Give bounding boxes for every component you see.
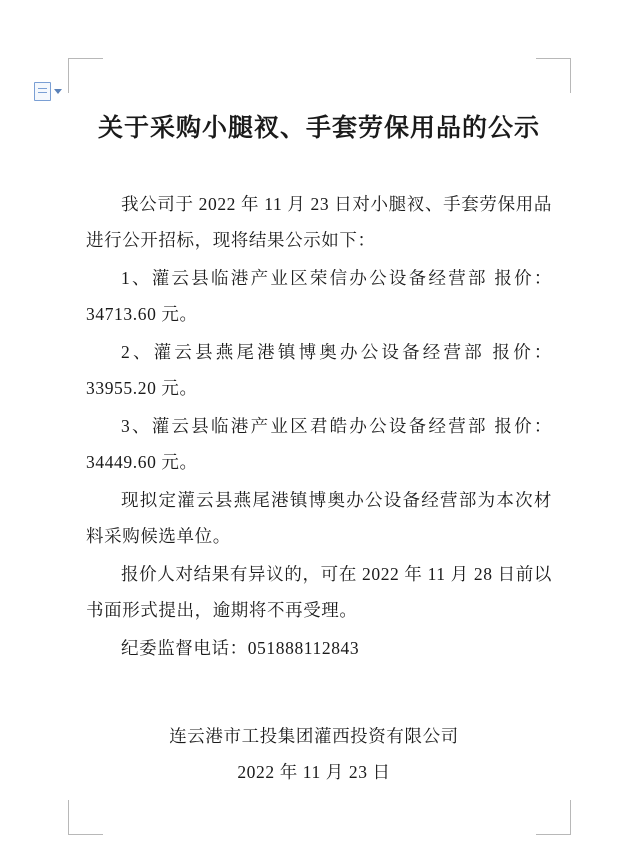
margin-mark-bottom-right — [536, 800, 571, 835]
paragraph: 现拟定灌云县燕尾港镇博奥办公设备经营部为本次材料采购候选单位。 — [86, 490, 552, 546]
paragraph: 3、灌云县临港产业区君皓办公设备经营部 报价：34449.60 元。 — [86, 416, 552, 472]
document-icon — [34, 82, 51, 101]
page-title: 关于采购小腿衩、手套劳保用品的公示 — [97, 115, 540, 142]
document-body — [86, 186, 552, 666]
document-object-widget[interactable] — [34, 82, 62, 101]
paragraph: 我公司于 2022 年 11 月 23 日对小腿衩、手套劳保用品进行公开招标，现将结果公示如下： — [86, 194, 552, 250]
paragraph: 1、灌云县临港产业区荣信办公设备经营部 报价：34713.60 元。 — [86, 268, 552, 324]
paragraph: 报价人对结果有异议的，可在 2022 年 11 月 28 日前以书面形式提出，逾期将不再受理。 — [86, 564, 552, 620]
paragraph: 纪委监督电话：051888112843 — [121, 638, 360, 658]
chevron-down-icon[interactable] — [54, 89, 62, 94]
margin-mark-bottom-left — [68, 800, 103, 835]
signature-block — [86, 718, 552, 790]
paragraph: 2、灌云县燕尾港镇博奥办公设备经营部 报价：33955.20 元。 — [86, 342, 552, 398]
signature-date: 2022 年 11 月 23 日 — [237, 762, 391, 782]
signature-organization: 连云港市工投集团灌西投资有限公司 — [169, 726, 459, 746]
document-content — [86, 58, 552, 790]
